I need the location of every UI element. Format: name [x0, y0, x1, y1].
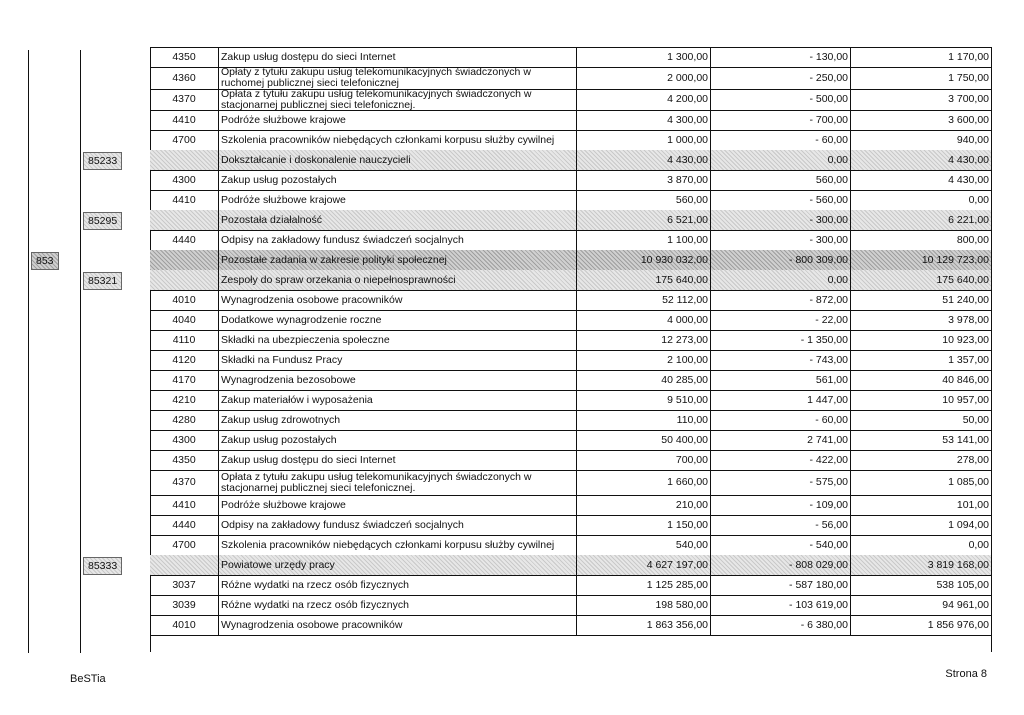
table-row — [150, 535, 991, 556]
table-row — [150, 67, 991, 90]
after-change-amount: 1 085,00 — [948, 476, 989, 488]
account-code: 4120 — [172, 353, 196, 366]
change-amount: 1 447,00 — [711, 390, 851, 410]
planned-amount: 2 000,00 — [577, 67, 711, 89]
planned-amount: 175 640,00 — [577, 270, 711, 290]
description: Opłata z tytułu zakupu usług telekomunikacyjnych świadczonych w stacjonarnej publicznej sieci telefonicznej. — [218, 89, 577, 110]
section-code-tag: 85321 — [83, 272, 122, 290]
change-amount: - 560,00 — [711, 190, 851, 210]
change-amount: 0,00 — [711, 270, 851, 290]
table-row — [150, 130, 991, 151]
planned-amount: 1 100,00 — [577, 230, 711, 250]
planned-amount: 1 300,00 — [577, 47, 711, 67]
table-row — [150, 290, 991, 311]
description: Zakup usług zdrowotnych — [218, 410, 577, 430]
change-amount: - 540,00 — [711, 535, 851, 555]
table-row — [150, 575, 991, 596]
table-row — [150, 410, 991, 431]
change-amount: 560,00 — [711, 170, 851, 190]
planned-amount: 4 200,00 — [577, 89, 711, 110]
account-code: 4440 — [172, 233, 196, 246]
account-code: 4350 — [172, 50, 196, 63]
description: Odpisy na zakładowy fundusz świadczeń socjalnych — [218, 230, 577, 250]
change-amount: - 800 309,00 — [711, 250, 851, 270]
planned-amount: 540,00 — [577, 535, 711, 555]
planned-amount: 210,00 — [577, 495, 711, 515]
planned-amount: 560,00 — [577, 190, 711, 210]
change-amount: - 743,00 — [711, 350, 851, 370]
description: Opłata z tytułu zakupu usług telekomunikacyjnych świadczonych w stacjonarnej publicznej sieci telefonicznej. — [218, 470, 577, 495]
account-code: 4350 — [172, 453, 196, 466]
after-change-amount: 538 105,00 — [936, 578, 989, 591]
change-amount: - 56,00 — [711, 515, 851, 535]
change-amount: - 300,00 — [711, 230, 851, 250]
change-amount: - 60,00 — [711, 410, 851, 430]
planned-amount: 1 125 285,00 — [577, 575, 711, 595]
left-border-line-2 — [80, 50, 81, 653]
account-code: 4010 — [172, 618, 196, 631]
planned-amount: 4 300,00 — [577, 110, 711, 130]
planned-amount: 10 930 032,00 — [577, 250, 711, 270]
account-code — [150, 250, 218, 270]
change-amount: - 60,00 — [711, 130, 851, 150]
description: Zakup usług pozostałych — [218, 430, 577, 450]
after-change-amount: 51 240,00 — [942, 293, 989, 306]
account-code: 4040 — [172, 313, 196, 326]
planned-amount: 4 627 197,00 — [577, 555, 711, 575]
after-change-amount: 4 430,00 — [948, 153, 989, 166]
after-change-amount: 175 640,00 — [936, 273, 989, 286]
description: Dokształcanie i doskonalenie nauczycieli — [218, 150, 577, 170]
account-code: 4410 — [172, 498, 196, 511]
account-code — [150, 210, 218, 230]
after-change-amount: 53 141,00 — [942, 433, 989, 446]
table-row — [150, 150, 991, 171]
table-row — [150, 370, 991, 391]
table-row — [150, 110, 991, 131]
account-code: 4010 — [172, 293, 196, 306]
account-code: 3037 — [172, 578, 196, 591]
after-change-amount: 3 600,00 — [948, 113, 989, 126]
after-change-amount: 10 957,00 — [942, 393, 989, 406]
after-change-amount: 50,00 — [962, 413, 989, 426]
table-row — [150, 555, 991, 576]
table-row — [150, 170, 991, 191]
table-row — [150, 190, 991, 211]
description: Zakup materiałów i wyposażenia — [218, 390, 577, 410]
after-change-amount: 6 221,00 — [948, 213, 989, 226]
change-amount: - 103 619,00 — [711, 595, 851, 615]
after-change-amount: 940,00 — [956, 133, 989, 146]
description: Zespoły do spraw orzekania o niepełnosprawności — [218, 270, 577, 290]
planned-amount: 50 400,00 — [577, 430, 711, 450]
description: Wynagrodzenia osobowe pracowników — [218, 615, 577, 635]
description: Zakup usług dostępu do sieci Internet — [218, 47, 577, 67]
table-row — [150, 310, 991, 331]
description: Składki na Fundusz Pracy — [218, 350, 577, 370]
table-row — [150, 515, 991, 536]
planned-amount: 1 660,00 — [577, 470, 711, 495]
planned-amount: 1 863 356,00 — [577, 615, 711, 635]
table-row — [150, 250, 991, 271]
change-amount: - 130,00 — [711, 47, 851, 67]
after-change-amount: 3 978,00 — [948, 313, 989, 326]
after-change-amount: 40 846,00 — [942, 373, 989, 386]
table-row — [150, 89, 991, 111]
table-row — [150, 470, 991, 496]
planned-amount: 52 112,00 — [577, 290, 711, 310]
planned-amount: 12 273,00 — [577, 330, 711, 350]
table-row — [150, 230, 991, 251]
after-change-amount: 10 923,00 — [942, 333, 989, 346]
description: Zakup usług pozostałych — [218, 170, 577, 190]
planned-amount: 9 510,00 — [577, 390, 711, 410]
after-change-amount: 800,00 — [956, 233, 989, 246]
account-code: 4370 — [172, 476, 196, 488]
account-code — [150, 270, 218, 290]
account-code: 4280 — [172, 413, 196, 426]
change-amount: - 300,00 — [711, 210, 851, 230]
after-change-amount: 1 750,00 — [948, 71, 989, 84]
change-amount: - 700,00 — [711, 110, 851, 130]
change-amount: 561,00 — [711, 370, 851, 390]
after-change-amount: 278,00 — [956, 453, 989, 466]
description: Zakup usług dostępu do sieci Internet — [218, 450, 577, 470]
section-code-tag: 853 — [31, 252, 59, 270]
description: Szkolenia pracowników niebędących członkami korpusu służby cywilnej — [218, 130, 577, 150]
description: Wynagrodzenia bezosobowe — [218, 370, 577, 390]
account-code: 4210 — [172, 393, 196, 406]
description: Wynagrodzenia osobowe pracowników — [218, 290, 577, 310]
description: Szkolenia pracowników niebędących członkami korpusu służby cywilnej — [218, 535, 577, 555]
footer-app-name: BeSTia — [70, 673, 106, 685]
after-change-amount: 101,00 — [956, 498, 989, 511]
section-code-tag: 85295 — [83, 212, 122, 230]
account-code: 4110 — [172, 333, 196, 346]
planned-amount: 6 521,00 — [577, 210, 711, 230]
table-row — [150, 615, 991, 636]
change-amount: - 22,00 — [711, 310, 851, 330]
description: Odpisy na zakładowy fundusz świadczeń socjalnych — [218, 515, 577, 535]
description: Powiatowe urzędy pracy — [218, 555, 577, 575]
account-code: 4410 — [172, 193, 196, 206]
table-row — [150, 350, 991, 371]
account-code — [150, 555, 218, 575]
description: Składki na ubezpieczenia społeczne — [218, 330, 577, 350]
account-code: 4410 — [172, 113, 196, 126]
table-row — [150, 270, 991, 291]
left-border-line — [28, 50, 29, 653]
section-code-tag: 85233 — [83, 152, 122, 170]
after-change-amount: 4 430,00 — [948, 173, 989, 186]
account-code — [150, 150, 218, 170]
account-code: 3039 — [172, 598, 196, 611]
after-change-amount: 10 129 723,00 — [921, 253, 989, 266]
table-row — [150, 595, 991, 616]
planned-amount: 40 285,00 — [577, 370, 711, 390]
description: Pozostałe zadania w zakresie polityki społecznej — [218, 250, 577, 270]
table-row — [150, 330, 991, 351]
description: Różne wydatki na rzecz osób fizycznych — [218, 575, 577, 595]
description: Podróże służbowe krajowe — [218, 495, 577, 515]
change-amount: 2 741,00 — [711, 430, 851, 450]
after-change-amount: 94 961,00 — [942, 598, 989, 611]
account-code: 4170 — [172, 373, 196, 386]
planned-amount: 3 870,00 — [577, 170, 711, 190]
after-change-amount: 1 170,00 — [948, 50, 989, 63]
planned-amount: 1 150,00 — [577, 515, 711, 535]
change-amount: - 808 029,00 — [711, 555, 851, 575]
account-code: 4300 — [172, 433, 196, 446]
planned-amount: 700,00 — [577, 450, 711, 470]
description: Podróże służbowe krajowe — [218, 110, 577, 130]
change-amount: - 109,00 — [711, 495, 851, 515]
planned-amount: 2 100,00 — [577, 350, 711, 370]
description: Pozostała działalność — [218, 210, 577, 230]
change-amount: - 1 350,00 — [711, 330, 851, 350]
change-amount: - 250,00 — [711, 67, 851, 89]
after-change-amount: 0,00 — [968, 193, 989, 206]
table-row — [150, 495, 991, 516]
account-code: 4370 — [172, 93, 196, 105]
after-change-amount: 1 856 976,00 — [927, 618, 989, 631]
change-amount: 0,00 — [711, 150, 851, 170]
planned-amount: 4 000,00 — [577, 310, 711, 330]
table-row — [150, 430, 991, 451]
description: Podróże służbowe krajowe — [218, 190, 577, 210]
after-change-amount: 3 700,00 — [948, 93, 989, 105]
after-change-amount: 3 819 168,00 — [927, 558, 989, 571]
change-amount: - 872,00 — [711, 290, 851, 310]
description: Dodatkowe wynagrodzenie roczne — [218, 310, 577, 330]
table-row — [150, 390, 991, 411]
table-row — [150, 450, 991, 471]
planned-amount: 4 430,00 — [577, 150, 711, 170]
after-change-amount: 1 357,00 — [948, 353, 989, 366]
change-amount: - 6 380,00 — [711, 615, 851, 635]
change-amount: - 422,00 — [711, 450, 851, 470]
after-change-amount: 0,00 — [968, 538, 989, 551]
planned-amount: 1 000,00 — [577, 130, 711, 150]
table-row — [150, 47, 991, 68]
account-code: 4440 — [172, 518, 196, 531]
table-row — [150, 210, 991, 231]
change-amount: - 575,00 — [711, 470, 851, 495]
change-amount: - 500,00 — [711, 89, 851, 110]
footer-page-number: Strona 8 — [945, 668, 987, 680]
account-code: 4300 — [172, 173, 196, 186]
section-code-tag: 85333 — [83, 557, 122, 575]
description: Opłaty z tytułu zakupu usług telekomunikacyjnych świadczonych w ruchomej publicznej sieci telefonicznej — [218, 67, 577, 89]
planned-amount: 110,00 — [577, 410, 711, 430]
planned-amount: 198 580,00 — [577, 595, 711, 615]
after-change-amount: 1 094,00 — [948, 518, 989, 531]
account-code: 4700 — [172, 133, 196, 146]
account-code: 4360 — [172, 71, 196, 84]
table-right-border — [991, 47, 992, 652]
account-code: 4700 — [172, 538, 196, 551]
change-amount: - 587 180,00 — [711, 575, 851, 595]
description: Różne wydatki na rzecz osób fizycznych — [218, 595, 577, 615]
